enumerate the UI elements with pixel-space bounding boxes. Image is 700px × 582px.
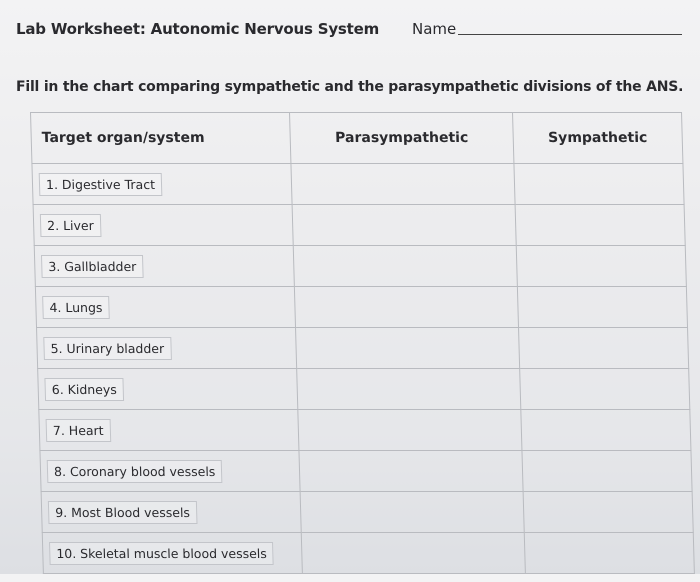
organ-label: 2. Liver xyxy=(40,214,101,237)
instructions: Fill in the chart comparing sympathetic and the parasympathetic divisions of the ANS. xyxy=(16,79,684,95)
organ-label: 9. Most Blood vessels xyxy=(48,501,197,524)
header-parasympathetic: Parasympathetic xyxy=(290,113,514,164)
sympathetic-cell[interactable] xyxy=(521,410,691,451)
sympathetic-cell[interactable] xyxy=(514,164,684,205)
header-target-organ: Target organ/system xyxy=(31,113,291,164)
sympathetic-cell[interactable] xyxy=(516,246,686,287)
organ-cell xyxy=(42,533,302,574)
organ-label: 7. Heart xyxy=(46,419,111,442)
table-header-row xyxy=(31,113,683,164)
table-row xyxy=(41,492,693,533)
organ-label: 3. Gallbladder xyxy=(41,255,144,278)
organ-cell xyxy=(33,205,293,246)
sympathetic-cell[interactable] xyxy=(517,287,687,328)
parasympathetic-cell[interactable] xyxy=(297,369,521,410)
sympathetic-cell[interactable] xyxy=(523,492,693,533)
parasympathetic-cell[interactable] xyxy=(299,451,523,492)
name-label: Name xyxy=(412,20,457,38)
organ-label: 6. Kidneys xyxy=(44,378,124,401)
parasympathetic-cell[interactable] xyxy=(294,287,518,328)
comparison-table xyxy=(30,112,695,574)
organ-cell xyxy=(40,451,300,492)
organ-cell xyxy=(41,492,301,533)
parasympathetic-cell[interactable] xyxy=(296,328,520,369)
organ-label: 4. Lungs xyxy=(42,296,110,319)
table-row xyxy=(34,246,686,287)
organ-cell xyxy=(39,410,299,451)
organ-label: 1. Digestive Tract xyxy=(39,173,163,196)
table-row xyxy=(33,205,685,246)
table-row xyxy=(37,328,689,369)
parasympathetic-cell[interactable] xyxy=(291,164,515,205)
organ-cell xyxy=(32,164,292,205)
sympathetic-cell[interactable] xyxy=(520,369,690,410)
parasympathetic-cell[interactable] xyxy=(292,205,516,246)
name-field xyxy=(412,20,682,38)
table-row xyxy=(40,451,692,492)
organ-label: 5. Urinary bladder xyxy=(43,337,171,360)
table-row xyxy=(39,410,691,451)
table-row xyxy=(32,164,684,205)
parasympathetic-cell[interactable] xyxy=(300,492,524,533)
worksheet-title: Lab Worksheet: Autonomic Nervous System xyxy=(16,20,380,38)
organ-label: 10. Skeletal muscle blood vessels xyxy=(49,542,274,565)
table-row xyxy=(35,287,687,328)
sympathetic-cell[interactable] xyxy=(522,451,692,492)
parasympathetic-cell[interactable] xyxy=(293,246,517,287)
sympathetic-cell[interactable] xyxy=(519,328,689,369)
organ-cell xyxy=(38,369,298,410)
header-sympathetic: Sympathetic xyxy=(513,113,683,164)
name-blank-line xyxy=(458,34,682,35)
organ-cell xyxy=(37,328,297,369)
parasympathetic-cell[interactable] xyxy=(301,533,525,574)
organ-label: 8. Coronary blood vessels xyxy=(47,460,223,483)
table-row xyxy=(38,369,690,410)
organ-cell xyxy=(35,287,295,328)
sympathetic-cell[interactable] xyxy=(515,205,685,246)
sympathetic-cell[interactable] xyxy=(524,533,694,574)
comparison-chart xyxy=(30,112,695,582)
organ-cell xyxy=(34,246,294,287)
table-row xyxy=(42,533,694,574)
parasympathetic-cell[interactable] xyxy=(298,410,522,451)
